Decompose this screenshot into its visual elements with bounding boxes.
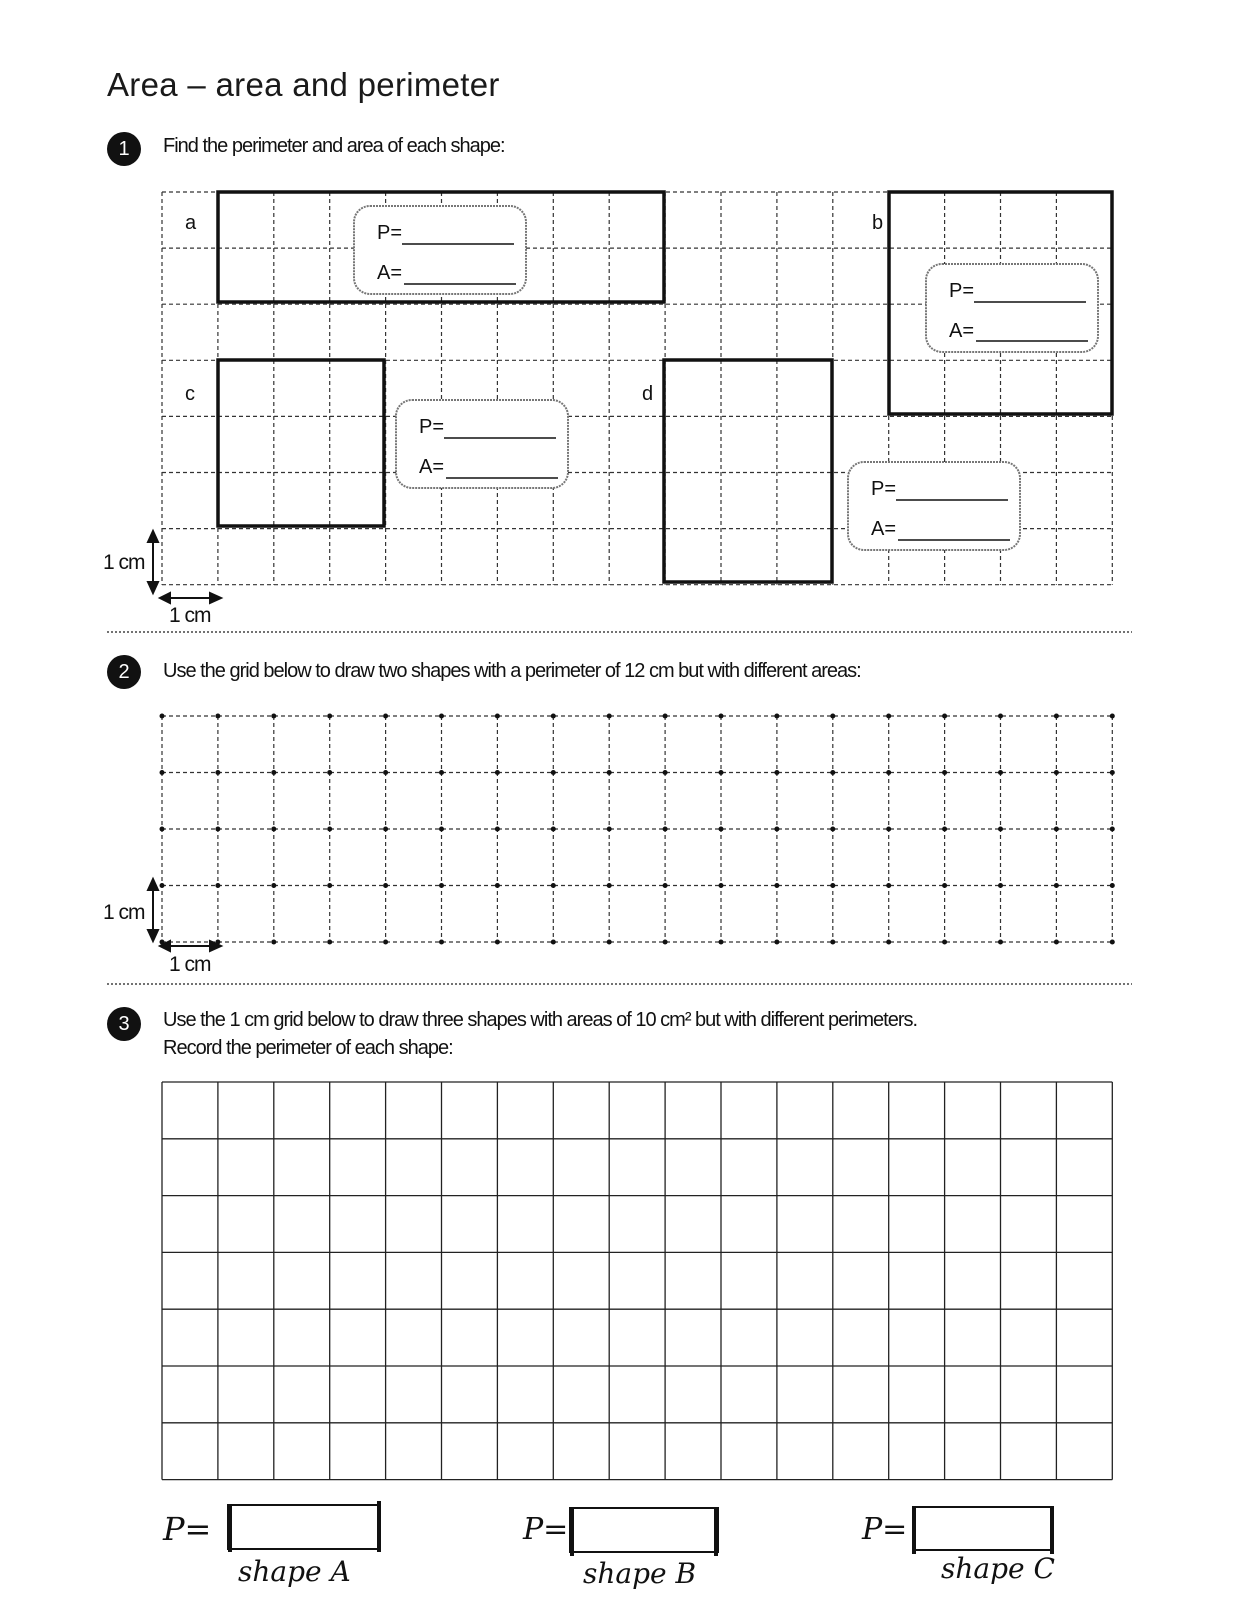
answer-a-a-label: A= (377, 262, 403, 284)
answer-a-p-label: P= (377, 222, 403, 244)
answer-b-a-label: A= (949, 320, 975, 342)
question-2-text: Use the grid below to draw two shapes with a perimeter of 12 cm but with different areas: (163, 660, 861, 682)
q3-shape-c-label: shape C (941, 1552, 1055, 1585)
q3-p-label-a: P= (163, 1510, 212, 1548)
q3-p-label-b: P= (523, 1512, 569, 1547)
shape-d-label: d (642, 383, 654, 405)
answer-d-p-label: P= (871, 478, 897, 500)
grid-q2 (162, 716, 1112, 942)
question-3-number: 3 (107, 1007, 141, 1041)
shape-b-label: b (872, 212, 884, 234)
scale-arrows-q2 (148, 879, 221, 951)
question-2-number: 2 (107, 655, 141, 689)
q3-answer-boxes (228, 1501, 1053, 1556)
scale-horizontal-q2: 1 cm (169, 953, 211, 976)
scale-vertical-q2: 1 cm (103, 901, 145, 924)
question-3-text-line2: Record the perimeter of each shape: (163, 1037, 453, 1059)
answer-d-a-label: A= (871, 518, 897, 540)
scale-arrows-q1 (148, 531, 221, 603)
question-1-number: 1 (107, 132, 141, 166)
question-1-text: Find the perimeter and area of each shape: (163, 135, 505, 157)
answer-c-a-label: A= (419, 456, 445, 478)
shape-d-rectangle (664, 360, 832, 582)
shape-a-label: a (185, 212, 197, 234)
grid-q3 (162, 1082, 1112, 1480)
question-3-text-line1: Use the 1 cm grid below to draw three shapes with areas of 10 cm² but with different perimeters. (163, 1009, 918, 1031)
answer-b-p-label: P= (949, 280, 975, 302)
q3-p-label-c: P= (862, 1512, 908, 1547)
scale-vertical-q1: 1 cm (103, 551, 145, 574)
q3-shape-a-label: shape A (238, 1555, 351, 1588)
shape-c-rectangle (218, 360, 384, 526)
shape-c-label: c (185, 383, 195, 405)
scale-horizontal-q1: 1 cm (169, 604, 211, 627)
page-title: Area – area and perimeter (107, 66, 500, 103)
answer-c-p-label: P= (419, 416, 445, 438)
q3-shape-b-label: shape B (583, 1557, 697, 1590)
